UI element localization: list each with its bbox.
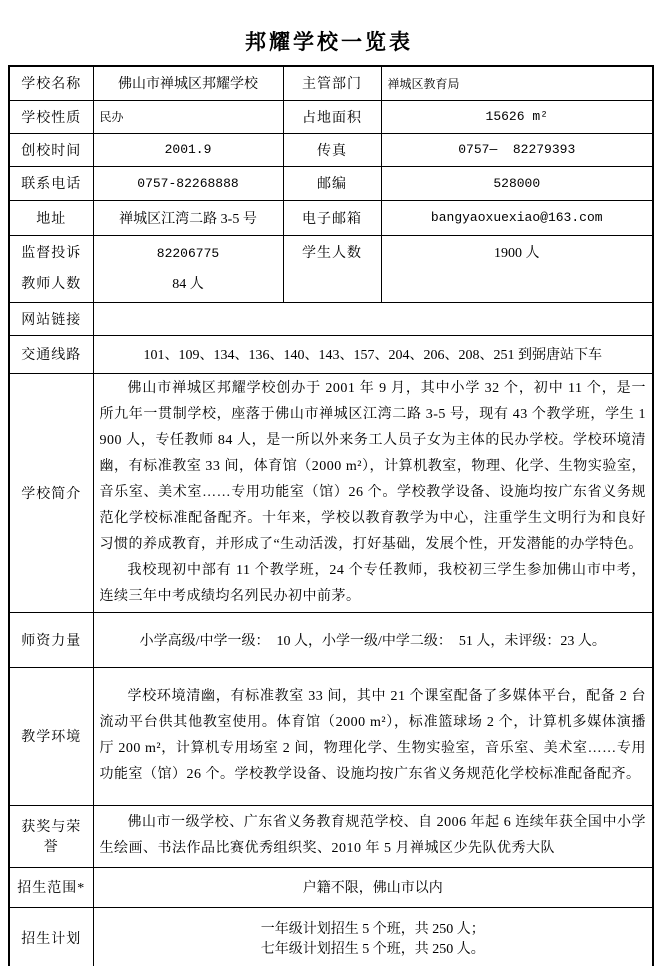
row-address [9, 200, 653, 235]
address-label: 地址 [9, 200, 93, 235]
row-awards [9, 805, 653, 867]
postcode-value: 528000 [381, 166, 653, 200]
complaint-teachers-values [93, 235, 283, 302]
plan-label: 招生计划 [9, 907, 93, 966]
founded-label: 创校时间 [9, 133, 93, 166]
transport-label: 交通线路 [9, 335, 93, 373]
website-value [93, 302, 653, 335]
intro-paragraph-1: 佛山市禅城区邦耀学校创办于 2001 年 9 月，其中小学 32 个，初中 11 个，是一所九年一贯制学校，座落于佛山市禅城区江湾二路 3-5 号，现有 43 个教学班，学生 1900 人，专任教师 84 人，是一所以外来务工人员子女为主体的民办学校。学校环境清幽，有标准教室 33 间，体育馆（2000 m²），计算机教室，物理、化学、生物实验室，音乐室、美术室……专用功能室（馆）26 个。学校教学设备、设施均按广东省义务规范化学校标准配备配齐。十年来，学校以教育教学为中心，注重学生文明行为和良好习惯的养成教育，并形成了“生动活泼，打好基础，发展个性，开发潜能的办学特色。 [99, 380, 646, 552]
awards-paragraph: 佛山市一级学校、广东省义务教育规范学校、自 2006 年起 6 连续年获全国中小学生绘画、书法作品比赛优秀组织奖、2010 年 5 月禅城区少先队优秀大队 [99, 815, 646, 856]
plan-line-2: 七年级计划招生 5 个班，共 250 人。 [260, 941, 485, 957]
transport-value: 101、109、134、136、140、143、157、204、206、208、251 到弼唐站下车 [93, 335, 653, 373]
website-label: 网站链接 [9, 302, 93, 335]
address-value: 禅城区江湾二路 3-5 号 [93, 200, 283, 235]
authority-label: 主管部门 [283, 66, 381, 100]
environment-text [93, 667, 653, 805]
row-scope [9, 867, 653, 907]
school-name-value: 佛山市禅城区邦耀学校 [93, 66, 283, 100]
row-transport [9, 335, 653, 373]
students-label: 学生人数 [302, 245, 362, 261]
area-value: 15626 m² [381, 100, 653, 133]
plan-value [93, 907, 653, 966]
students-label-cell [283, 235, 381, 302]
row-plan [9, 907, 653, 966]
authority-value: 禅城区教育局 [381, 66, 653, 100]
intro-paragraph-2: 我校现初中部有 11 个教学班，24 个专任教师，我校初三学生参加佛山市中考，连续三年中考成绩均名列民办初中前茅。 [99, 562, 646, 604]
row-website [9, 302, 653, 335]
teachers-value: 84 人 [172, 276, 204, 292]
row-phone [9, 166, 653, 200]
intro-label: 学校简介 [9, 373, 93, 612]
students-value: 1900 人 [494, 245, 540, 261]
row-school-name [9, 66, 653, 100]
row-nature [9, 100, 653, 133]
row-faculty [9, 612, 653, 667]
scope-label: 招生范围* [9, 867, 93, 907]
postcode-label: 邮编 [283, 166, 381, 200]
row-founded [9, 133, 653, 166]
phone-label: 联系电话 [9, 166, 93, 200]
row-environment [9, 667, 653, 805]
students-value-cell [381, 235, 653, 302]
environment-paragraph: 学校环境清幽，有标准教室 33 间，其中 21 个课室配备了多媒体平台，配备 2 台流动平台供其他教室使用。体育馆（2000 m²），标准篮球场 2 个，计算机多媒体演播厅 200 m²，计算机专用场室 2 间，物理化学、生物实验室，音乐室、美术室……专用功能室（馆）26 个。学校教学设备、设施均按广东省义务规范化学校标准配备配齐。 [99, 689, 646, 782]
nature-label: 学校性质 [9, 100, 93, 133]
email-value: bangyaoxuexiao@163.com [381, 200, 653, 235]
school-info-table [8, 65, 654, 966]
teachers-label: 教师人数 [21, 276, 82, 292]
fax-value: 0757— 82279393 [381, 133, 653, 166]
row-intro [9, 373, 653, 612]
area-label: 占地面积 [283, 100, 381, 133]
plan-line-1: 一年级计划招生 5 个班，共 250 人； [260, 921, 485, 937]
complaint-teachers-labels [9, 235, 93, 302]
nature-value: 民办 [93, 100, 283, 133]
awards-text [93, 805, 653, 867]
faculty-label: 师资力量 [9, 612, 93, 667]
complaint-value: 82206775 [156, 245, 220, 261]
page-title: 邦耀学校一览表 [245, 30, 413, 54]
scope-value: 户籍不限，佛山市以内 [93, 867, 653, 907]
fax-label: 传真 [283, 133, 381, 166]
phone-value: 0757-82268888 [93, 166, 283, 200]
school-name-label: 学校名称 [9, 66, 93, 100]
row-complaint-teachers [9, 235, 653, 302]
environment-label: 教学环境 [9, 667, 93, 805]
email-label: 电子邮箱 [283, 200, 381, 235]
intro-text [93, 373, 653, 612]
complaint-label: 监督投诉 [21, 245, 82, 261]
faculty-value: 小学高级/中学一级： 10 人，小学一级/中学二级： 51 人，未评级：23 人。 [93, 612, 653, 667]
founded-value: 2001.9 [93, 133, 283, 166]
awards-label: 获奖与荣誉 [9, 805, 93, 867]
